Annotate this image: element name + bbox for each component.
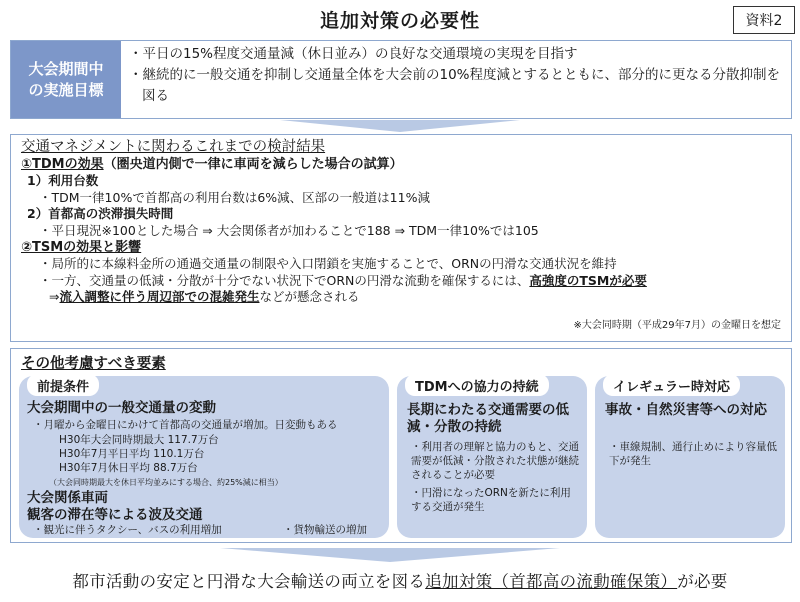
tsm-line3-emphasis: 流入調整に伴う周辺部での混雑発生	[59, 289, 260, 305]
results-heading: 交通マネジメントに関わるこれまでの検討結果	[21, 139, 326, 155]
panel-tab: TDMへの協力の持続	[405, 374, 549, 396]
traffic-row: H30年大会同時期最大 117.7万台	[59, 434, 219, 446]
traffic-row: H30年7月平日平均 110.1万台	[59, 448, 205, 460]
tsm-line2	[21, 273, 781, 290]
tsm-line2-text: ・一方、交通量の低減・分散が十分でない状況下でORNの円滑な流動を確保するには、	[39, 272, 530, 288]
panel-tab: 前提条件	[27, 374, 99, 396]
panel-tab: イレギュラー時対応	[603, 374, 740, 396]
traffic-row: H30年7月休日平均 88.7万台	[59, 462, 198, 474]
panel-preconditions	[19, 376, 389, 538]
goal-items	[129, 44, 789, 107]
section-tsm-label: ②TSMの効果と影響	[21, 239, 142, 255]
section-tdm-label: ①TDMの効果	[21, 156, 104, 172]
page-title: 追加対策の必要性	[319, 10, 480, 32]
document-tag: 資料2	[733, 6, 795, 34]
tsm-line1: ・局所的に本線料金所の通過交通量の制限や入口閉鎖を実施することで、ORNの円滑な交通状況を維持	[39, 256, 617, 272]
conclusion-emphasis: 追加対策（首都高の流動確保策）	[425, 572, 678, 591]
other-factors-title: その他考慮すべき要素	[21, 356, 166, 372]
panel-detail: ・月曜から金曜日にかけて首都高の交通量が増加。日変動もある	[33, 419, 338, 431]
panel-detail: ・車線規制、通行止めにより容量低下が発生	[609, 441, 777, 467]
footnote: ※大会同時期（平成29年7月）の金曜日を想定	[573, 320, 781, 332]
conclusion-text: 都市活動の安定と円滑な大会輸送の両立を図る	[72, 572, 426, 591]
panel-detail: ・利用者の理解と協力のもと、交通需要が低減・分散された状態が継続されることが必要	[411, 441, 579, 481]
goal-item: ・継続的に一般交通を抑制し交通量全体を大会前の10%程度減とするとともに、部分的に更なる分散抑制を図る	[129, 67, 781, 104]
goal-label-line1: 大会期間中	[28, 60, 104, 79]
panel-heading: 大会関係車両	[27, 490, 108, 506]
tsm-line2-emphasis: 高強度のTSMが必要	[529, 272, 647, 288]
subsection-congestion: 2）首都高の渋滞損失時間	[27, 206, 174, 222]
down-arrow-icon	[280, 120, 520, 132]
panel-detail: ・観光に伴うタクシー、バスの利用増加	[33, 524, 222, 536]
panel-irregular	[595, 376, 785, 538]
usage-text: ・TDM一律10%で首都高の利用台数は6%減、区部の一般道は11%減	[39, 189, 430, 205]
section-tsm-title	[21, 240, 781, 257]
panel-heading: 事故・自然災害等への対応	[605, 402, 767, 418]
conclusion-tail: が必要	[677, 572, 728, 591]
traffic-note: （大会同時期最大を休日平均並みにする場合、約25%減に相当）	[49, 478, 283, 487]
conclusion	[0, 568, 800, 592]
subsection-usage: 1）利用台数	[27, 173, 99, 189]
section-tdm-note: （圏央道内側で一律に車両を減らした場合の試算）	[103, 156, 403, 172]
panel-detail: ・貨物輸送の増加	[283, 524, 367, 536]
implies-arrow: ⇒	[49, 289, 60, 305]
goal-item: ・平日の15%程度交通量減（休日並み）の良好な交通環境の実現を目指す	[129, 46, 578, 62]
panel-tdm-cooperation	[397, 376, 587, 538]
panel-heading: 観客の滞在等による波及交通	[27, 507, 203, 523]
goal-label-line2: の実施目標	[28, 80, 104, 99]
goal-box	[10, 40, 792, 119]
down-arrow-icon	[220, 548, 560, 562]
results-box	[10, 134, 792, 342]
panel-detail: ・円滑になったORNを新たに利用する交通が発生	[411, 487, 571, 513]
congestion-text: ・平日現況※100とした場合 ⇒ 大会関係者が加わることで188 ⇒ TDM一律10%では105	[39, 222, 539, 238]
tsm-line3	[21, 289, 781, 306]
panel-heading: 大会期間中の一般交通量の変動	[27, 400, 216, 416]
goal-label	[11, 41, 121, 118]
section-tdm-title	[21, 157, 781, 174]
tsm-line3-text: などが懸念される	[259, 289, 360, 305]
panel-heading: 長期にわたる交通需要の低減・分散の持続	[407, 402, 569, 435]
other-factors-box	[10, 348, 792, 543]
